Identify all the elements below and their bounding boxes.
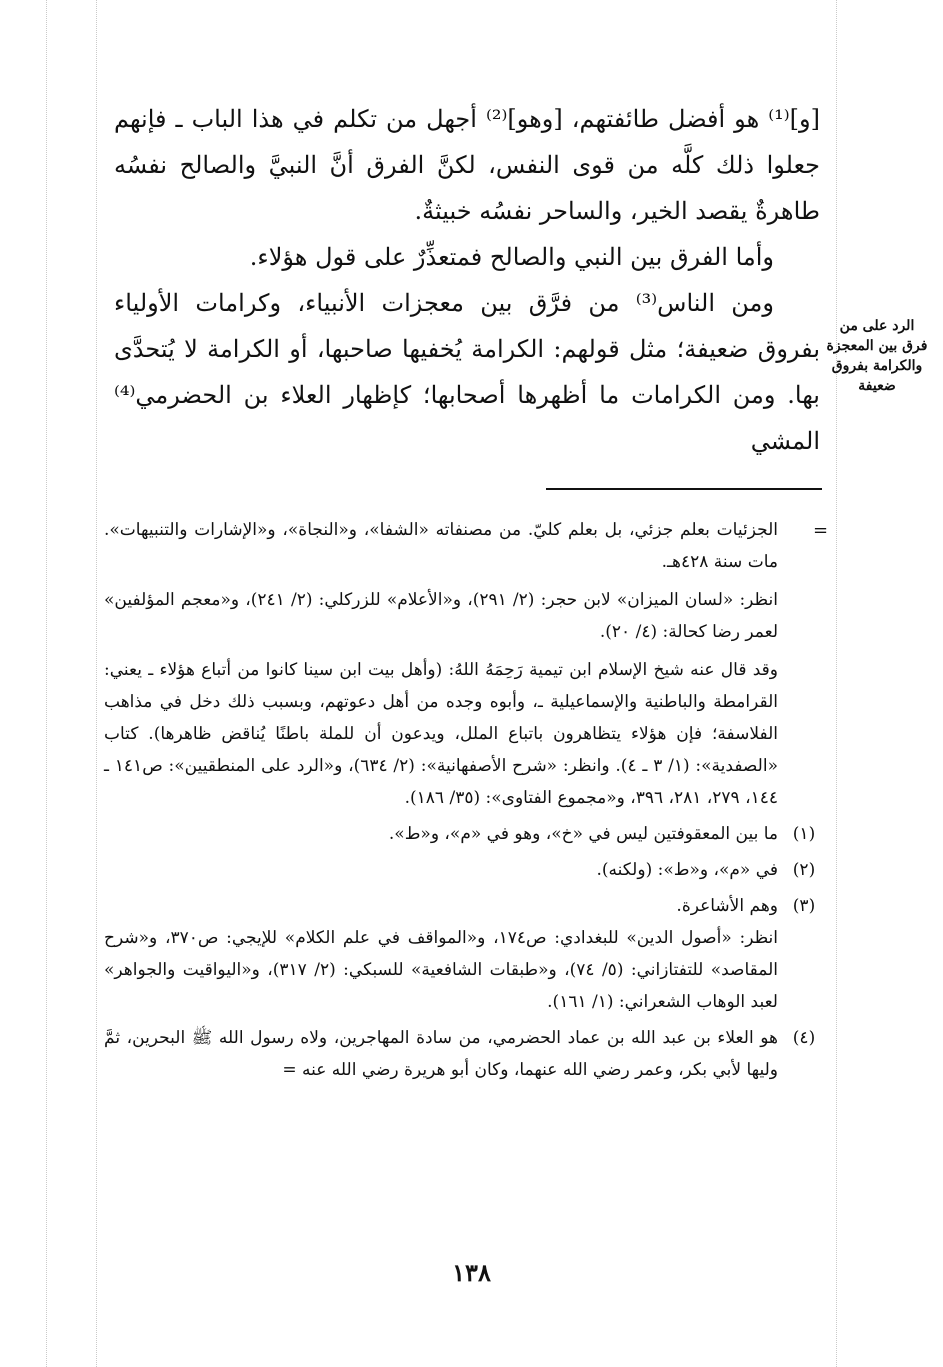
footnote-continuation-1: الجزئيات بعلم جزئي، بل بعلم كليّ. من مصنفاته «الشفا»، و«النجاة»، و«الإشارات والتنبيهات». مات سنة ٤٢٨هـ. (104, 520, 778, 572)
footnote-text: في «م»، و«ط»: (ولكنه). (596, 860, 778, 880)
scan-margin-line (96, 0, 97, 1367)
footnote-continuation-3: وقد قال عنه شيخ الإسلام ابن تيمية رَحِمَهُ اللهُ: (وأهل بيت ابن سينا كانوا من أتباع هؤلاء ـ يعني: القرامطة والباطنية والإسماعيلية ـ، وأبوه وجده من أهل دعوتهم، وبسبب ذلك دخل في مذاهب الفلاسفة؛ فإن هؤلاء يتظاهرون باتباع الملل، ويدعون أن للملة باطنًا يُناقض ظاهرها). كتاب «الصفدية»: (١/ ٣ ـ ٤). وانظر: «شرح الأصفهانية»: (٢/ ٦٣٤)، و«الرد على المنطقيين»: ص١٤١ ـ ١٤٤، ٢٧٩، ٢٨١، ٣٩٦، و«مجموع الفتاوى»: (٣٥/ ١٨٦). (104, 660, 778, 808)
footnote-3-references: انظر: «أصول الدين» للبغدادي: ص١٧٤، و«المواقف في علم الكلام» للإيجي: ص٣٧٠، و«شرح المقاصد» للتفتازاني: (٥/ ٧٤)، و«طبقات الشافعية» للسبكي: (٢/ ٣١٧)، و«اليواقيت والجواهر» لعبد الوهاب الشعراني: (١/ ١٦١). (104, 928, 778, 1012)
footnote-4 (104, 1022, 824, 1086)
page-number: ١٣٨ (452, 1258, 491, 1287)
footnote-separator (546, 488, 822, 490)
footnote-1 (104, 818, 824, 850)
side-note: الرد على من فرق بين المعجزة والكرامة بفروق ضعيفة (826, 318, 928, 394)
continuation-mark: = (813, 520, 829, 541)
footnote-text: وهم الأشاعرة. (676, 896, 778, 916)
footnote-3 (104, 890, 824, 922)
footnote-text: هو العلاء بن عبد الله بن عماد الحضرمي، من سادة المهاجرين، ولاه رسول الله ﷺ البحرين، ثمَّ وليها لأبي بكر، وعمر رضي الله عنهما، وكان أبو هريرة رضي الله عنه = (104, 1028, 778, 1080)
footnotes (104, 514, 824, 1086)
main-paragraph-1: [و]⁽¹⁾ هو أفضل طائفتهم، [وهو]⁽²⁾ أجهل من تكلم في هذا الباب ـ فإنهم جعلوا ذلك كلَّه من قوى النفس، لكنَّ الفرق أنَّ النبيَّ والصالح نفسُه طاهرةٌ يقصد الخير، والساحر نفسُه خبيثةٌ. (114, 105, 820, 225)
footnote-text: ما بين المعقوفتين ليس في «خ»، وهو في «م»، و«ط». (388, 824, 778, 844)
footnote-number: (٤) (792, 1028, 816, 1048)
footnote-continuation-2: انظر: «لسان الميزان» لابن حجر: (٢/ ٢٩١)، و«الأعلام» للزركلي: (٢/ ٢٤١)، و«معجم المؤلفين» لعمر رضا كحالة: (٤/ ٢٠). (104, 590, 778, 642)
footnote-2 (104, 854, 824, 886)
main-paragraph-2: وأما الفرق بين النبي والصالح فمتعذِّرٌ على قول هؤلاء. (249, 243, 774, 271)
scan-margin-line (46, 0, 47, 1367)
footnote-number: (٢) (792, 860, 816, 880)
main-paragraph-3: ومن الناس⁽³⁾ من فرَّق بين معجزات الأنبياء، وكرامات الأولياء بفروق ضعيفة؛ مثل قولهم: الكرامة يُخفيها صاحبها، أو الكرامة لا يُتحدَّى بها. ومن الكرامات ما أظهرها أصحابها؛ كإظهار العلاء بن الحضرمي⁽⁴⁾ المشي (114, 289, 820, 455)
footnote-number: (٣) (792, 896, 816, 916)
footnote-number: (١) (792, 824, 816, 844)
scan-margin-line (836, 0, 837, 1367)
main-text (114, 96, 820, 464)
